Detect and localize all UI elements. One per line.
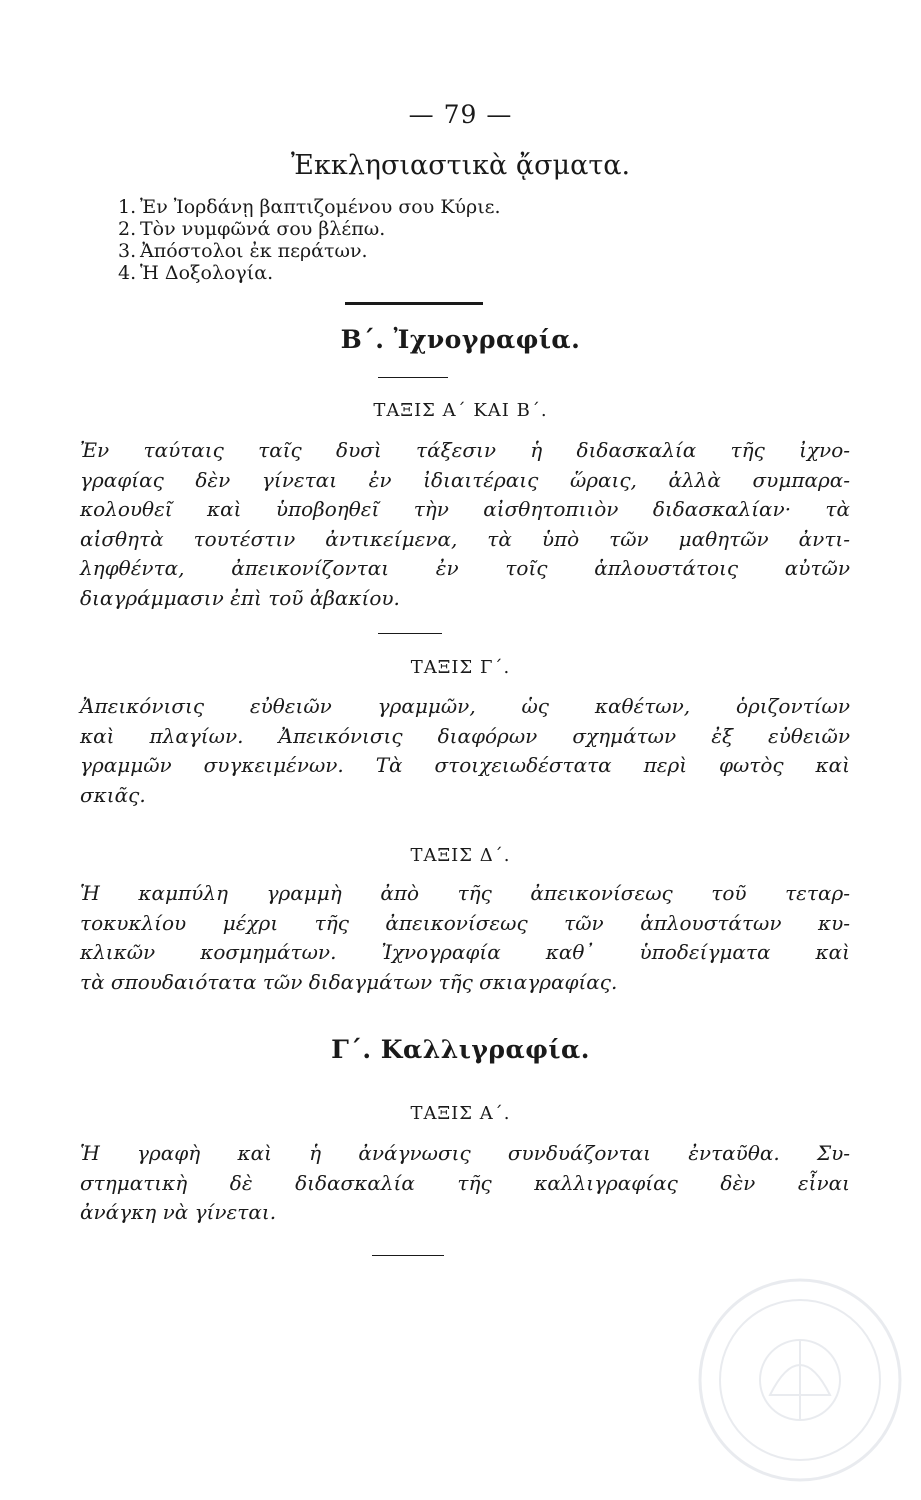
hymns-heading: Ἐκκλησιαστικὰ ᾄσματα. [290,150,631,181]
list-item-text: Τὸν νυμφῶνά σου βλέπω. [140,218,386,240]
list-item-number: 4. [118,262,137,284]
text-line: αἰσθητὰ τουτέστιν ἀντικείμενα, τὰ ὑπὸ τῶν μαθητῶν ἀντι- [80,526,850,551]
text-line: κολουθεῖ καὶ ὑποβοηθεῖ τὴν αἰσθητοπιιὸν διδασκαλίαν· τὰ [80,497,850,522]
text-line: Ἡ γραφὴ καὶ ἡ ἀνάγνωσις συνδυάζονται ἐνταῦθα. Συ- [80,1141,850,1165]
class-ab-heading: ΤΑΞΙΣ Α΄ ΚΑΙ Β΄. [373,400,548,421]
list-item-text: Ἀπόστολοι ἐκ περάτων. [140,240,368,262]
list-item-number: 1. [118,196,137,218]
text-line: ἀνάγκη νὰ γίνεται. [80,1200,277,1225]
divider [378,633,442,634]
text-line: Ἐν ταύταις ταῖς δυσὶ τάξεσιν ἡ διδασκαλία τῆς ἰχνο- [80,438,850,462]
text-line: ληφθέντα, ἀπεικονίζονται ἐν τοῖς ἁπλουστάτοις αὐτῶν [80,556,850,581]
text-line: Ἡ καμπύλη γραμμὴ ἀπὸ τῆς ἀπεικονίσεως τοῦ τεταρ- [80,881,850,905]
text-line: τοκυκλίου μέχρι τῆς ἀπεικονίσεως τῶν ἁπλουστάτων κυ- [80,910,850,935]
text-line: καὶ πλαγίων. Ἀπεικόνισις διαφόρων σχημάτων ἐξ εὐθειῶν [80,723,850,748]
library-stamp-watermark [695,1275,905,1485]
class-ab-paragraph [80,436,850,614]
hymns-list [118,196,501,284]
text-line: στηματικὴ δὲ διδασκαλία τῆς καλλιγραφίας δὲν εἶναι [80,1170,850,1195]
class-d-heading: ΤΑΞΙΣ Δ΄. [410,845,511,866]
list-item-number: 2. [118,218,137,240]
class-d-paragraph [80,879,850,997]
part-c-heading: Γ΄. Καλλιγραφία. [331,1035,590,1064]
list-item-text: Ἡ Δοξολογία. [140,262,274,284]
part-b-heading: Β΄. Ἰχνογραφία. [340,325,581,354]
text-line: σκιᾶς. [80,782,146,807]
list-item [118,218,501,240]
list-item [118,240,501,262]
class-c-heading: ΤΑΞΙΣ Γ΄. [410,657,511,678]
list-item [118,262,501,284]
class-a-paragraph [80,1139,850,1228]
text-line: Ἀπεικόνισις εὐθειῶν γραμμῶν, ὡς καθέτων, ὁριζοντίων [80,694,850,718]
text-line: τὰ σπουδαιότατα τῶν διδαγμάτων τῆς σκιαγραφίας. [80,969,618,994]
text-line: γραμμῶν συγκειμένων. Τὰ στοιχειωδέστατα περὶ φωτὸς καὶ [80,753,850,778]
class-a-heading: ΤΑΞΙΣ Α΄. [410,1103,511,1124]
list-item-text: Ἐν Ἰορδάνῃ βαπτιζομένου σου Κύριε. [140,196,501,218]
divider [372,1255,444,1256]
list-item-number: 3. [118,240,137,262]
text-line: διαγράμμασιν ἐπὶ τοῦ ἀβακίου. [80,585,400,610]
list-item [118,196,501,218]
text-line: κλικῶν κοσμημάτων. Ἰχνογραφία καθ᾽ ὑποδείγματα καὶ [80,940,850,965]
divider [378,377,448,378]
page-number: — 79 — [408,100,513,129]
divider [345,302,483,305]
class-c-paragraph [80,692,850,810]
text-line: γραφίας δὲν γίνεται ἐν ἰδιαιτέραις ὥραις, ἀλλὰ συμπαρα- [80,467,850,492]
